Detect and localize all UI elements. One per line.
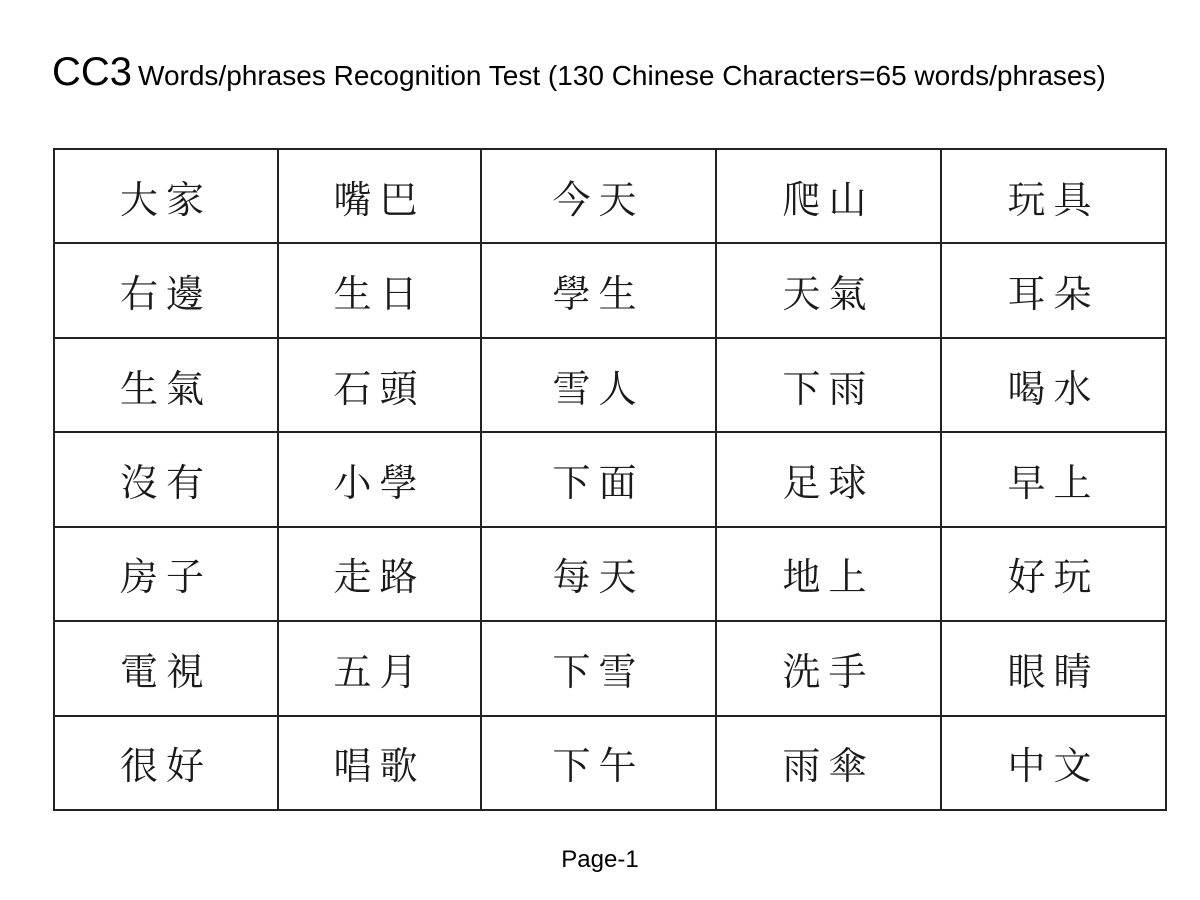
word-cell: 耳朵 bbox=[941, 243, 1166, 337]
table-row bbox=[54, 527, 1166, 621]
table-row bbox=[54, 621, 1166, 715]
word-cell: 小學 bbox=[278, 432, 481, 526]
word-cell: 房子 bbox=[54, 527, 278, 621]
table-row bbox=[54, 432, 1166, 526]
word-cell: 大家 bbox=[54, 149, 278, 243]
word-cell: 唱歌 bbox=[278, 716, 481, 810]
word-cell: 中文 bbox=[941, 716, 1166, 810]
word-cell: 早上 bbox=[941, 432, 1166, 526]
word-cell: 每天 bbox=[481, 527, 716, 621]
word-cell: 很好 bbox=[54, 716, 278, 810]
word-cell: 地上 bbox=[716, 527, 941, 621]
word-cell: 下面 bbox=[481, 432, 716, 526]
word-cell: 今天 bbox=[481, 149, 716, 243]
word-cell: 石頭 bbox=[278, 338, 481, 432]
word-cell: 爬山 bbox=[716, 149, 941, 243]
word-cell: 五月 bbox=[278, 621, 481, 715]
word-cell: 電視 bbox=[54, 621, 278, 715]
word-cell: 喝水 bbox=[941, 338, 1166, 432]
word-cell: 好玩 bbox=[941, 527, 1166, 621]
word-cell: 生氣 bbox=[54, 338, 278, 432]
word-cell: 右邊 bbox=[54, 243, 278, 337]
word-cell: 眼睛 bbox=[941, 621, 1166, 715]
page-title bbox=[52, 50, 1106, 95]
word-cell: 嘴巴 bbox=[278, 149, 481, 243]
word-cell: 下雪 bbox=[481, 621, 716, 715]
word-cell: 下雨 bbox=[716, 338, 941, 432]
word-cell: 天氣 bbox=[716, 243, 941, 337]
word-cell: 學生 bbox=[481, 243, 716, 337]
word-cell: 雪人 bbox=[481, 338, 716, 432]
word-cell: 玩具 bbox=[941, 149, 1166, 243]
word-table bbox=[53, 148, 1167, 811]
table-row bbox=[54, 149, 1166, 243]
test-code: CC3 bbox=[52, 50, 133, 94]
word-cell: 雨傘 bbox=[716, 716, 941, 810]
word-cell: 生日 bbox=[278, 243, 481, 337]
word-cell: 走路 bbox=[278, 527, 481, 621]
table-row bbox=[54, 243, 1166, 337]
word-cell: 下午 bbox=[481, 716, 716, 810]
table-row bbox=[54, 716, 1166, 810]
word-cell: 沒有 bbox=[54, 432, 278, 526]
test-description: Words/phrases Recognition Test (130 Chinese Characters=65 words/phrases) bbox=[138, 60, 1106, 91]
word-cell: 洗手 bbox=[716, 621, 941, 715]
word-cell: 足球 bbox=[716, 432, 941, 526]
page-number: Page-1 bbox=[561, 846, 639, 873]
table-row bbox=[54, 338, 1166, 432]
